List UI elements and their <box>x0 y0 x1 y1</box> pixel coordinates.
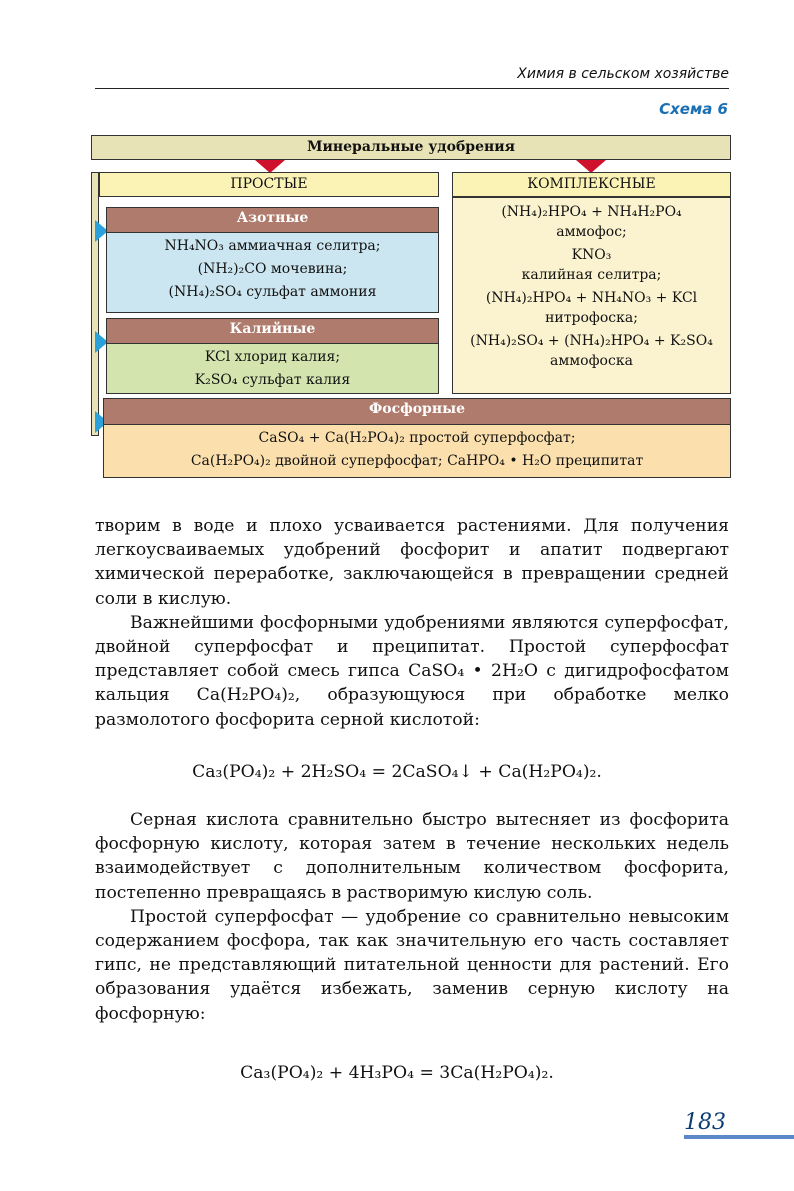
equation-2: Ca₃(PO₄)₂ + 4H₃PO₄ = 3Ca(H₂PO₄)₂. <box>240 1063 554 1083</box>
running-header <box>95 64 729 89</box>
phosphorus-line: CaSO₄ + Ca(H₂PO₄)₂ простой суперфосфат; <box>258 430 576 446</box>
potassium-line: K₂SO₄ сульфат калия <box>194 372 351 388</box>
phosphorus-list <box>103 424 731 478</box>
complex-name: аммофоска <box>550 353 633 369</box>
paragraph: Простой суперфосфат — удобрение со сравнительно невысоким содержанием фосфора, так как значительную его часть составляет гипс, не представляющий питательной ценности для растений. Его образования удаётся избежать, заменив серную кислоту на фосфорную: <box>95 906 729 1024</box>
text-block-1 <box>95 514 729 732</box>
diagram-title: Минеральные удобрения <box>91 135 731 160</box>
paragraph: Серная кислота сравнительно быстро вытесняет из фосфорита фосфорную кислоту, которая затем в течение нескольких недель взаимодействует с дополнительным количеством фосфорита, постепенно превращаясь в растворимую кислую соль. <box>95 810 729 903</box>
complex-formula: KNO₃ <box>571 247 612 263</box>
complex-list <box>452 197 731 394</box>
connector-bar <box>91 172 99 436</box>
complex-name: нитрофоска; <box>545 310 638 326</box>
potassium-list <box>106 343 439 394</box>
complex-formula: (NH₄)₂HPO₄ + NH₄H₂PO₄ <box>501 204 682 220</box>
simple-heading: ПРОСТЫЕ <box>99 172 439 197</box>
phosphorus-title: Фосфорные <box>103 398 731 425</box>
complex-formula: (NH₄)₂SO₄ + (NH₄)₂HPO₄ + K₂SO₄ <box>470 333 713 349</box>
nitrogen-line: (NH₂)₂CO мочевина; <box>197 261 348 277</box>
nitrogen-list <box>106 232 439 313</box>
nitrogen-title: Азотные <box>106 207 439 233</box>
paragraph: Важнейшими фосфорными удобрениями являются суперфосфат, двойной суперфосфат и преципитат. Простой суперфосфат представляет собой смесь гипса CaSO₄ • 2H₂O с дигидрофосфатом кальция Ca(H₂PO₄)₂, образующуюся при обработке мелко размолотого фосфорита серной кислотой: <box>95 612 729 730</box>
nitrogen-line: NH₄NO₃ аммиачная селитра; <box>164 238 381 254</box>
potassium-line: KCl хлорид калия; <box>204 349 341 365</box>
complex-name: аммофос; <box>556 224 627 240</box>
complex-formula: (NH₄)₂HPO₄ + NH₄NO₃ + KCl <box>485 290 698 306</box>
potassium-title: Калийные <box>106 318 439 344</box>
text-block-2 <box>95 808 729 1026</box>
paragraph: творим в воде и плохо усваивается растениями. Для получения легкоусваиваемых удобрений фосфорит и апатит подвергают химической переработке, заключающейся в превращении средней соли в кислую. <box>95 516 729 609</box>
phosphorus-line: Ca(H₂PO₄)₂ двойной суперфосфат; CaHPO₄ • H₂O преципитат <box>190 453 644 469</box>
complex-name: калийная селитра; <box>521 267 662 283</box>
schema-label: Схема 6 <box>659 100 728 118</box>
nitrogen-line: (NH₄)₂SO₄ сульфат аммония <box>168 284 377 300</box>
page-number: 183 <box>684 1110 726 1135</box>
running-title: Химия в сельском хозяйстве <box>517 66 729 82</box>
page-number-bar <box>684 1135 794 1139</box>
equation-1: Ca₃(PO₄)₂ + 2H₂SO₄ = 2CaSO₄↓ + Ca(H₂PO₄)₂. <box>192 762 602 782</box>
complex-heading: КОМПЛЕКСНЫЕ <box>452 172 731 197</box>
